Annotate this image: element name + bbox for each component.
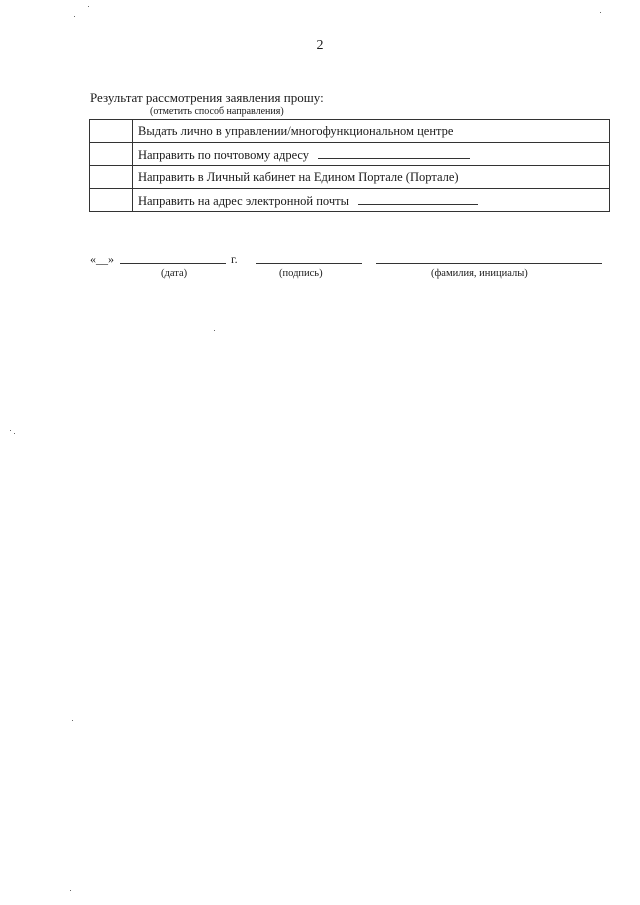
option-row-in-person[interactable] — [90, 120, 610, 143]
signature-blank[interactable] — [256, 263, 362, 264]
request-intro: Результат рассмотрения заявления прошу: — [90, 90, 324, 105]
option-label: Выдать лично в управлении/многофункциональном центре — [133, 120, 610, 143]
option-checkbox-in-person[interactable] — [90, 120, 133, 143]
option-label: Направить в Личный кабинет на Едином Портале (Портале) — [133, 166, 610, 189]
option-row-email[interactable] — [90, 189, 610, 212]
option-row-postal[interactable] — [90, 143, 610, 166]
postal-address-blank[interactable] — [318, 146, 470, 159]
delivery-options-table — [89, 119, 610, 212]
signature-caption: (подпись) — [279, 268, 323, 279]
option-label: Направить по почтовому адресу — [133, 143, 610, 166]
option-label: Направить на адрес электронной почты — [133, 189, 610, 212]
scan-speck — [214, 330, 215, 331]
scan-speck — [10, 430, 11, 431]
date-blank[interactable] — [120, 263, 226, 264]
email-address-blank[interactable] — [358, 192, 478, 205]
scan-speck — [88, 6, 89, 7]
date-day-prefix: «__» — [90, 252, 114, 266]
selection-hint: (отметить способ направления) — [150, 106, 284, 117]
year-suffix: г. — [231, 252, 238, 266]
option-checkbox-postal[interactable] — [90, 143, 133, 166]
scan-speck — [600, 12, 601, 13]
scan-speck — [74, 16, 75, 17]
scan-speck — [70, 890, 71, 891]
name-blank[interactable] — [376, 263, 602, 264]
page-number: 2 — [316, 38, 324, 53]
name-caption: (фамилия, инициалы) — [431, 268, 528, 279]
option-checkbox-email[interactable] — [90, 189, 133, 212]
scan-speck — [72, 720, 73, 721]
scan-speck — [14, 433, 15, 434]
date-caption: (дата) — [161, 268, 188, 279]
option-row-portal[interactable] — [90, 166, 610, 189]
option-checkbox-portal[interactable] — [90, 166, 133, 189]
